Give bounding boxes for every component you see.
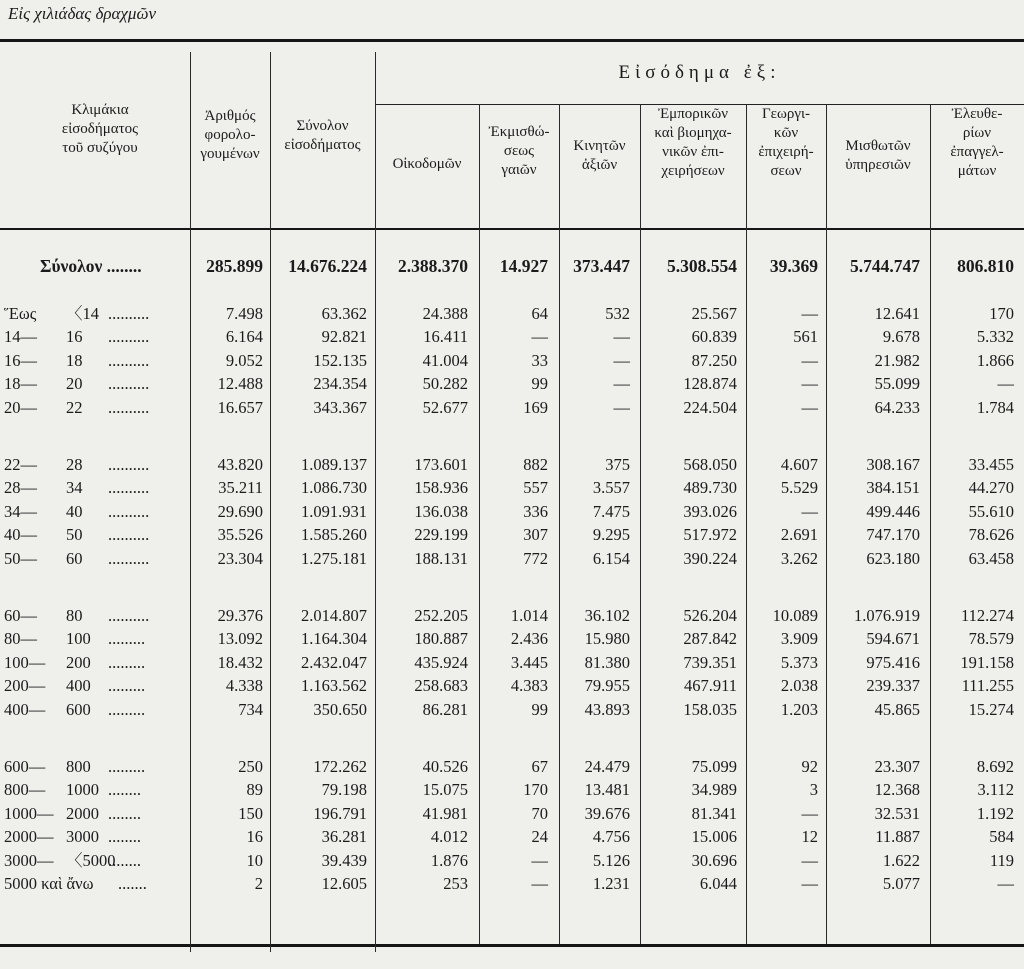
- table-cell: 29.690: [217, 502, 263, 521]
- table-cell: 15.274: [968, 700, 1014, 719]
- table-cell: 467.911: [683, 676, 737, 695]
- table-cell: 1.091.931: [301, 502, 367, 521]
- table-cell: 23.307: [874, 757, 920, 776]
- table-cell: 170: [523, 780, 548, 799]
- table-cell: 7.475: [592, 502, 630, 521]
- table-cell: 43.820: [217, 455, 263, 474]
- table-cell: 196.791: [313, 804, 367, 823]
- leader-dots: ..........: [108, 398, 150, 417]
- table-cell: 169: [523, 398, 548, 417]
- table-cell: 188.131: [414, 549, 468, 568]
- table-cell: 10: [246, 851, 263, 870]
- table-row: [0, 652, 1024, 674]
- table-cell: 594.671: [866, 629, 920, 648]
- table-cell: 119: [989, 851, 1014, 870]
- table-cell: 79.198: [321, 780, 367, 799]
- table-cell: 40.526: [422, 757, 468, 776]
- table-cell: —: [801, 804, 818, 823]
- bracket-from: 28—: [4, 478, 37, 497]
- table-cell: 499.446: [866, 502, 920, 521]
- table-cell: 2.388.370: [398, 256, 468, 276]
- table-cell: 489.730: [683, 478, 737, 497]
- bracket-from: 200—: [4, 676, 46, 695]
- bracket-from: 50—: [4, 549, 37, 568]
- table-cell: 45.865: [874, 700, 920, 719]
- column-header: Γεωργι- κῶν ἐπιχειρή- σεων: [758, 106, 814, 179]
- table-cell: 1.203: [780, 700, 818, 719]
- table-cell: 6.044: [699, 874, 737, 893]
- table-cell: 7.498: [225, 304, 263, 323]
- table-cell: 81.380: [584, 653, 630, 672]
- table-cell: 92: [801, 757, 818, 776]
- table-cell: 24: [531, 827, 548, 846]
- table-cell: 806.810: [957, 256, 1014, 276]
- table-cell: 390.224: [683, 549, 737, 568]
- table-cell: 882: [523, 455, 548, 474]
- table-cell: 50.282: [422, 374, 468, 393]
- table-cell: 4.607: [780, 455, 818, 474]
- table-cell: 111.255: [961, 676, 1014, 695]
- table-cell: 172.262: [313, 757, 367, 776]
- table-cell: 24.479: [584, 757, 630, 776]
- table-cell: —: [997, 374, 1014, 393]
- table-cell: 99: [531, 700, 548, 719]
- table-cell: 517.972: [683, 525, 737, 544]
- table-cell: 1.164.304: [301, 629, 367, 648]
- table-cell: 15.006: [691, 827, 737, 846]
- table-cell: 14.927: [499, 256, 548, 276]
- table-row: [0, 477, 1024, 499]
- table-cell: 772: [523, 549, 548, 568]
- table-cell: 308.167: [866, 455, 920, 474]
- table-row: [0, 501, 1024, 523]
- column-header: Σύνολον εἰσοδήματος: [284, 118, 361, 153]
- table-row: [0, 303, 1024, 325]
- table-cell: —: [531, 851, 548, 870]
- table-cell: 16: [246, 827, 263, 846]
- table-cell: 2.436: [510, 629, 548, 648]
- table-cell: 64.233: [874, 398, 920, 417]
- table-cell: —: [801, 874, 818, 893]
- table-cell: 350.650: [313, 700, 367, 719]
- table-cell: 5.529: [780, 478, 818, 497]
- bracket-to: 16: [66, 327, 83, 346]
- table-cell: 1.784: [976, 398, 1014, 417]
- table-cell: 343.367: [313, 398, 367, 417]
- bracket-to: 800: [66, 757, 91, 776]
- table-cell: 21.982: [874, 351, 920, 370]
- table-row: [0, 326, 1024, 348]
- table-cell: 89: [246, 780, 263, 799]
- table-row: [0, 628, 1024, 650]
- table-cell: 307: [523, 525, 548, 544]
- table-cell: 4.756: [592, 827, 630, 846]
- table-cell: 55.610: [968, 502, 1014, 521]
- table-cell: 35.526: [217, 525, 263, 544]
- table-cell: —: [801, 374, 818, 393]
- bracket-to: 20: [66, 374, 83, 393]
- table-cell: 63.362: [321, 304, 367, 323]
- bracket-to: 40: [66, 502, 83, 521]
- column-header: Οἰκοδομῶν: [392, 156, 462, 172]
- leader-dots: .......: [118, 874, 147, 893]
- table-cell: 1.866: [976, 351, 1014, 370]
- table-cell: 43.893: [584, 700, 630, 719]
- bracket-to: 50: [66, 525, 83, 544]
- table-row: [0, 779, 1024, 801]
- table-cell: 1.585.260: [301, 525, 367, 544]
- leader-dots: ..........: [108, 374, 150, 393]
- total-row: [0, 255, 1024, 277]
- bracket-from: 100—: [4, 653, 46, 672]
- table-cell: 1.076.919: [854, 606, 920, 625]
- table-cell: 16.411: [423, 327, 468, 346]
- table-cell: 5.308.554: [667, 256, 737, 276]
- table-cell: 336: [523, 502, 548, 521]
- table-cell: 2: [254, 874, 263, 893]
- table-cell: 12.641: [874, 304, 920, 323]
- leader-dots: ..........: [108, 606, 150, 625]
- table-cell: 568.050: [683, 455, 737, 474]
- table-cell: —: [613, 327, 630, 346]
- leader-dots: .........: [108, 676, 146, 695]
- table-cell: 3.262: [780, 549, 818, 568]
- table-cell: 384.151: [866, 478, 920, 497]
- table-cell: 152.135: [313, 351, 367, 370]
- table-cell: 12.368: [874, 780, 920, 799]
- bracket-to: 〈14: [66, 304, 99, 323]
- table-cell: 9.678: [882, 327, 920, 346]
- table-cell: 375: [605, 455, 630, 474]
- table-cell: 180.887: [414, 629, 468, 648]
- table-row: [0, 675, 1024, 697]
- table-cell: —: [531, 327, 548, 346]
- bracket-to: 22: [66, 398, 83, 417]
- bracket-to: 80: [66, 606, 83, 625]
- table-cell: 12.605: [321, 874, 367, 893]
- table-cell: 39.676: [584, 804, 630, 823]
- table-cell: 78.579: [968, 629, 1014, 648]
- column-header: Ἐμπορικῶν καὶ βιομηχα- νικῶν ἐπι- χειρήσεων: [654, 106, 732, 179]
- table-cell: 35.211: [218, 478, 263, 497]
- table-cell: 64: [531, 304, 548, 323]
- bracket-from: 14—: [4, 327, 37, 346]
- table-row: [0, 756, 1024, 778]
- table-cell: 253: [443, 874, 468, 893]
- header-rule: [0, 228, 1024, 230]
- leader-dots: ..........: [108, 549, 150, 568]
- table-cell: 4.012: [430, 827, 468, 846]
- table-cell: —: [613, 351, 630, 370]
- table-cell: 12.488: [217, 374, 263, 393]
- table-cell: 92.821: [321, 327, 367, 346]
- table-cell: 526.204: [683, 606, 737, 625]
- table-cell: 39.439: [321, 851, 367, 870]
- bracket-to: 400: [66, 676, 91, 695]
- table-cell: 44.270: [968, 478, 1014, 497]
- table-row: [0, 373, 1024, 395]
- table-cell: 252.205: [414, 606, 468, 625]
- table-cell: 32.531: [874, 804, 920, 823]
- table-cell: 5.744.747: [850, 256, 920, 276]
- leader-dots: ........: [108, 780, 141, 799]
- bracket-from: 80—: [4, 629, 37, 648]
- table-cell: 1.089.137: [301, 455, 367, 474]
- leader-dots: ..........: [108, 327, 150, 346]
- table-cell: 55.099: [874, 374, 920, 393]
- table-cell: 25.567: [691, 304, 737, 323]
- table-cell: 5.332: [976, 327, 1014, 346]
- bracket-from: 18—: [4, 374, 37, 393]
- bracket-to: 3000: [66, 827, 99, 846]
- table-cell: 1.876: [430, 851, 468, 870]
- table-cell: 75.099: [691, 757, 737, 776]
- table-cell: 99: [531, 374, 548, 393]
- table-cell: 41.981: [422, 804, 468, 823]
- bottom-rule: [0, 944, 1024, 947]
- table-cell: 9.052: [225, 351, 263, 370]
- table-cell: 1.622: [882, 851, 920, 870]
- leader-dots: ........: [108, 804, 141, 823]
- bracket-to: 100: [66, 629, 91, 648]
- bracket-from: 2000—: [4, 827, 54, 846]
- column-header: Κινητῶν ἀξιῶν: [573, 138, 626, 173]
- table-cell: —: [613, 398, 630, 417]
- bracket-to: 18: [66, 351, 83, 370]
- table-cell: 623.180: [866, 549, 920, 568]
- leader-dots: ..........: [108, 502, 150, 521]
- table-cell: 67: [531, 757, 548, 776]
- table-cell: 584: [989, 827, 1014, 846]
- table-cell: 9.295: [592, 525, 630, 544]
- table-cell: 52.677: [422, 398, 468, 417]
- table-cell: 13.481: [584, 780, 630, 799]
- leader-dots: .........: [108, 653, 146, 672]
- bracket-from: 5000 καὶ ἄνω: [4, 874, 94, 893]
- table-cell: 81.341: [691, 804, 737, 823]
- table-cell: 36.102: [584, 606, 630, 625]
- table-cell: 14.676.224: [288, 256, 367, 276]
- table-cell: 2.432.047: [301, 653, 367, 672]
- table-cell: 30.696: [691, 851, 737, 870]
- table-cell: —: [801, 304, 818, 323]
- table-cell: 5.126: [592, 851, 630, 870]
- table-cell: 136.038: [414, 502, 468, 521]
- bracket-from: 20—: [4, 398, 37, 417]
- table-cell: 60.839: [691, 327, 737, 346]
- leader-dots: ..........: [108, 525, 150, 544]
- bracket-from: 16—: [4, 351, 37, 370]
- table-row: [0, 605, 1024, 627]
- table-cell: 33: [531, 351, 548, 370]
- table-cell: 1.231: [592, 874, 630, 893]
- table-cell: —: [613, 374, 630, 393]
- table-cell: 79.955: [584, 676, 630, 695]
- table-cell: 3: [809, 780, 818, 799]
- table-cell: 2.014.807: [301, 606, 367, 625]
- bracket-from: 40—: [4, 525, 37, 544]
- table-cell: 2.691: [780, 525, 818, 544]
- bracket-to: 1000: [66, 780, 99, 799]
- table-cell: 234.354: [313, 374, 367, 393]
- table-cell: 3.445: [510, 653, 548, 672]
- table-cell: —: [801, 351, 818, 370]
- table-cell: 24.388: [422, 304, 468, 323]
- table-cell: 29.376: [217, 606, 263, 625]
- total-row-label: Σύνολον ........: [40, 256, 142, 276]
- table-cell: 112.274: [960, 606, 1014, 625]
- table-row: [0, 850, 1024, 872]
- table-cell: 4.338: [225, 676, 263, 695]
- bracket-to: 28: [66, 455, 83, 474]
- table-cell: 3.909: [780, 629, 818, 648]
- bracket-from: 1000—: [4, 804, 54, 823]
- table-cell: —: [801, 851, 818, 870]
- table-cell: 250: [238, 757, 263, 776]
- leader-dots: ........: [108, 851, 141, 870]
- table-cell: 78.626: [968, 525, 1014, 544]
- bracket-to: 〈5000: [66, 851, 116, 870]
- table-cell: 23.304: [217, 549, 263, 568]
- bracket-to: 34: [66, 478, 83, 497]
- table-cell: 34.989: [691, 780, 737, 799]
- bracket-to: 60: [66, 549, 83, 568]
- table-cell: 6.154: [592, 549, 630, 568]
- table-caption: Εἰς χιλιάδας δραχμῶν: [8, 4, 156, 23]
- table-cell: 393.026: [683, 502, 737, 521]
- leader-dots: ........: [108, 827, 141, 846]
- table-cell: 229.199: [414, 525, 468, 544]
- table-row: [0, 803, 1024, 825]
- table-cell: 739.351: [683, 653, 737, 672]
- table-cell: 258.683: [414, 676, 468, 695]
- table-cell: 18.432: [217, 653, 263, 672]
- table-cell: 1.086.730: [301, 478, 367, 497]
- table-row: [0, 350, 1024, 372]
- table-row: [0, 699, 1024, 721]
- table-cell: 2.038: [780, 676, 818, 695]
- table-cell: 239.337: [866, 676, 920, 695]
- table-cell: 128.874: [683, 374, 737, 393]
- table-cell: —: [531, 874, 548, 893]
- table-cell: 435.924: [414, 653, 468, 672]
- table-row: [0, 397, 1024, 419]
- table-cell: 1.275.181: [301, 549, 367, 568]
- column-header: Ἀριθμός φορολο- γουμένων: [200, 108, 260, 162]
- table-cell: —: [801, 398, 818, 417]
- table-cell: 39.369: [769, 256, 818, 276]
- table-cell: —: [997, 874, 1014, 893]
- label-column-header: Κλιμάκια εἰσοδήματος τοῦ συζύγου: [61, 102, 139, 156]
- table-row: [0, 873, 1024, 895]
- bracket-to: 2000: [66, 804, 99, 823]
- table-cell: 734: [238, 700, 263, 719]
- bracket-from: 60—: [4, 606, 37, 625]
- table-cell: 15.075: [422, 780, 468, 799]
- table-cell: 87.250: [691, 351, 737, 370]
- leader-dots: ..........: [108, 455, 150, 474]
- column-header: Ἐκμισθώ- σεως γαιῶν: [488, 124, 550, 178]
- table-cell: 5.373: [780, 653, 818, 672]
- table-cell: 173.601: [414, 455, 468, 474]
- bracket-to: 600: [66, 700, 91, 719]
- bracket-to: 200: [66, 653, 91, 672]
- table-cell: 287.842: [683, 629, 737, 648]
- table-cell: 5.077: [882, 874, 920, 893]
- table-cell: 70: [531, 804, 548, 823]
- column-header: Ἐλευθε- ρίων ἐπαγγελ- μάτων: [950, 106, 1004, 179]
- table-cell: 150: [238, 804, 263, 823]
- table-row: [0, 454, 1024, 476]
- table-cell: 4.383: [510, 676, 548, 695]
- table-cell: 285.899: [206, 256, 263, 276]
- leader-dots: .........: [108, 700, 146, 719]
- table-row: [0, 826, 1024, 848]
- table-cell: 8.692: [976, 757, 1014, 776]
- leader-dots: ..........: [108, 478, 150, 497]
- leader-dots: ..........: [108, 304, 150, 323]
- table-cell: 12: [801, 827, 818, 846]
- income-group-header: Εἰσόδημα ἐξ:: [618, 62, 781, 83]
- table-cell: 158.035: [683, 700, 737, 719]
- table-row: [0, 524, 1024, 546]
- table-cell: 532: [605, 304, 630, 323]
- table-cell: 3.112: [977, 780, 1014, 799]
- table-cell: 224.504: [683, 398, 737, 417]
- table-row: [0, 548, 1024, 570]
- table-cell: 561: [793, 327, 818, 346]
- table-cell: —: [801, 502, 818, 521]
- bracket-from: 800—: [4, 780, 46, 799]
- leader-dots: .........: [108, 629, 146, 648]
- table-cell: 373.447: [573, 256, 630, 276]
- table-cell: 36.281: [321, 827, 367, 846]
- table-cell: 16.657: [217, 398, 263, 417]
- leader-dots: .........: [108, 757, 146, 776]
- column-header: Μισθωτῶν ὑπηρεσιῶν: [845, 138, 911, 173]
- bracket-from: 400—: [4, 700, 46, 719]
- bracket-from: 3000—: [4, 851, 54, 870]
- table-cell: 747.170: [866, 525, 920, 544]
- bracket-from: 34—: [4, 502, 37, 521]
- table-cell: 33.455: [968, 455, 1014, 474]
- bracket-from: 22—: [4, 455, 37, 474]
- table-cell: 41.004: [422, 351, 468, 370]
- table-cell: 63.458: [968, 549, 1014, 568]
- table-cell: 3.557: [592, 478, 630, 497]
- table-cell: 557: [523, 478, 548, 497]
- table-cell: 158.936: [414, 478, 468, 497]
- table-cell: 975.416: [866, 653, 920, 672]
- table-cell: 10.089: [772, 606, 818, 625]
- table-cell: 1.192: [976, 804, 1014, 823]
- table-cell: 6.164: [225, 327, 263, 346]
- top-rule: [0, 39, 1024, 42]
- table-cell: 86.281: [422, 700, 468, 719]
- table-cell: 1.163.562: [301, 676, 367, 695]
- bracket-from: 600—: [4, 757, 46, 776]
- table-cell: 11.887: [875, 827, 920, 846]
- bracket-from: Ἕως: [4, 304, 37, 323]
- table-cell: 191.158: [960, 653, 1014, 672]
- leader-dots: ..........: [108, 351, 150, 370]
- table-cell: 15.980: [584, 629, 630, 648]
- table-cell: 13.092: [217, 629, 263, 648]
- table-cell: 170: [989, 304, 1014, 323]
- table-cell: 1.014: [510, 606, 548, 625]
